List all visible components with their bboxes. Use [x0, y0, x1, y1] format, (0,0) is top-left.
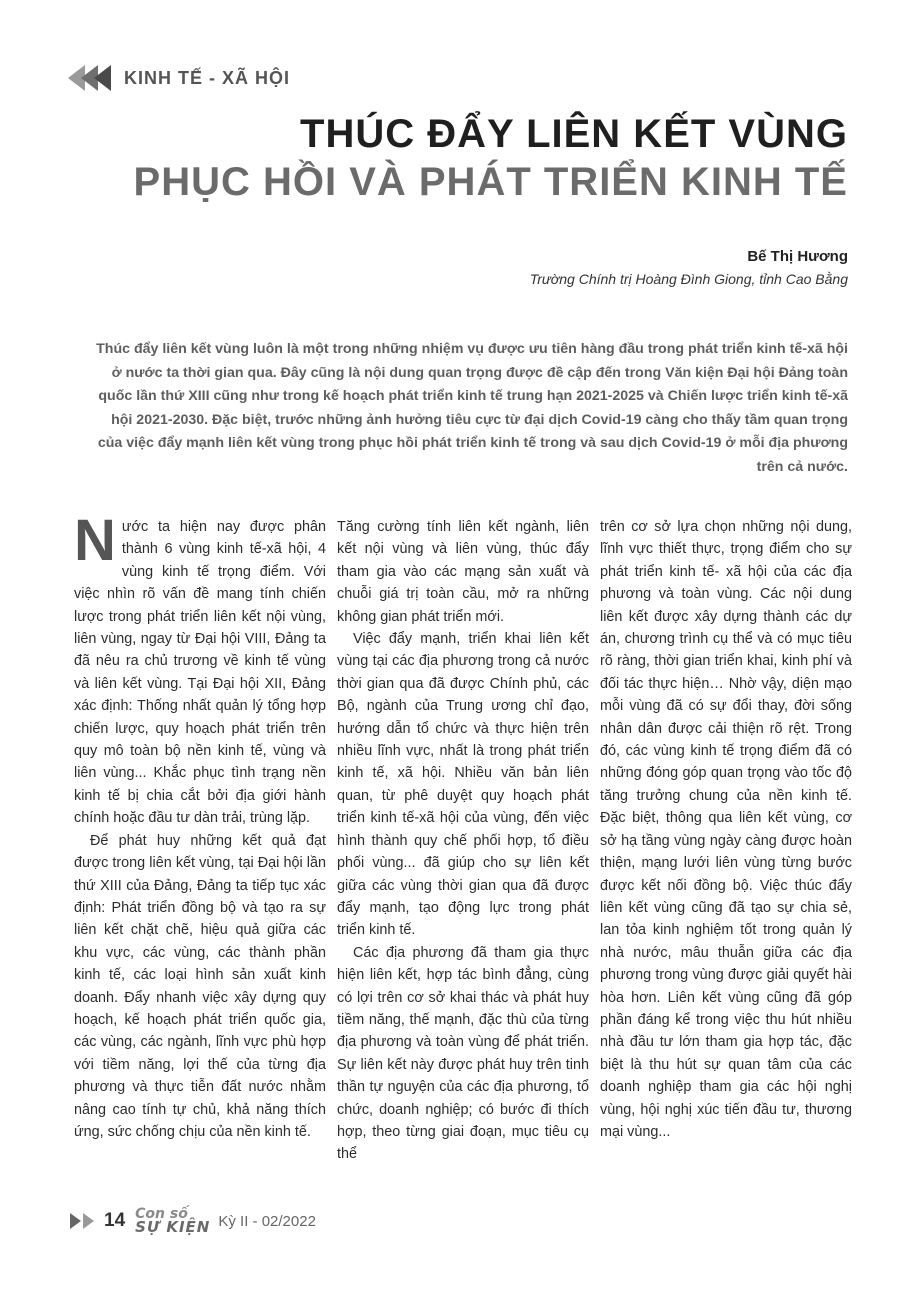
- paragraph: trên cơ sở lựa chọn những nội dung, lĩnh vực thiết thực, trọng điểm cho sự phát triển kinh tế- xã hội của các địa phương và toàn vùng. Các nội dung liên kết được xây dựng thành các dự án, chương trình cụ thể và có mục tiêu rõ ràng, thời gian triển khai, kinh phí và đối tác thực hiện… Nhờ vậy, diện mạo mỗi vùng đã có sự đổi thay, đời sống nhân dân được cải thiện rõ rệt. Trong đó, các vùng kinh tế trọng điểm đã có những đóng góp quan trọng vào tốc độ tăng trưởng chung của nền kinh tế. Đặc biệt, thông qua liên kết vùng, cơ sở hạ tầng vùng ngày càng được hoàn thiện, mạng lưới liên vùng từng bước được kết nối đồng bộ. Việc thúc đẩy liên kết vùng cũng đã tạo sự chia sẻ, lan tỏa kinh nghiệm tốt trong quản lý nhà nước, mâu thuẫn giữa các địa phương trong vùng được giải quyết hài hòa hơn. Liên kết vùng cũng đã góp phần đáng kể trong việc thu hút nhiều nhà đầu tư lớn tham gia hợp tác, đặc biệt là thu hút sự quan tâm của các doanh nghiệp tham gia các hội nghị vùng, hội nghị xúc tiến đầu tư, thương mại vùng...: [600, 519, 852, 1140]
- logo-line2: SỰ KIỆN: [135, 1218, 211, 1236]
- author-name: Bế Thị Hương: [747, 248, 848, 265]
- section-label: KINH TẾ - XÃ HỘI: [124, 67, 291, 88]
- drop-cap: N: [74, 508, 116, 573]
- play-arrow-icon: [83, 1213, 94, 1229]
- paragraph: Việc đẩy mạnh, triển khai liên kết vùng tại các địa phương trong cả nước thời gian qua đã được Chính phủ, các Bộ, ngành của Trung ương chỉ đạo, hướng dẫn tổ chức và thực hiện trên nhiều lĩnh vực, nhất là trong phát triển kinh tế, xã hội. Nhiều văn bản liên quan, từ phê duyệt quy hoạch phát triển kinh tế-xã hội của vùng, đến việc hình thành quy chế phối hợp, tổ điều phối vùng... đã giúp cho sự liên kết giữa các vùng thời gian qua đã được đẩy mạnh, tạo động lực trong phát triển kinh tế.: [337, 631, 589, 939]
- paragraph: Tăng cường tính liên kết ngành, liên kết nội vùng và liên vùng, thúc đẩy tham gia vào các mạng sản xuất và chuỗi giá trị toàn cầu, mở ra những không gian phát triển mới.: [337, 519, 589, 625]
- article-abstract: Thúc đẩy liên kết vùng luôn là một trong những nhiệm vụ được ưu tiên hàng đầu trong phát triển kinh tế-xã hội ở nước ta thời gian qua. Đây cũng là nội dung quan trọng được đề cập đến trong Văn kiện Đại hội Đảng toàn quốc lần thứ XIII cũng như trong kế hoạch phát triển kinh tế trung hạn 2021-2025 và Chiến lược triển kinh tế-xã hội 2021-2030. Đặc biệt, trước những ảnh hưởng tiêu cực từ đại dịch Covid-19 càng cho thấy tầm quan trọng của việc đẩy mạnh liên kết vùng trong phục hồi phát triển kinh tế trong và sau dịch Covid-19 ở mỗi địa phương trên cả nước.: [96, 341, 848, 475]
- page-footer: [70, 1206, 316, 1236]
- paragraph-text: ước ta hiện nay được phân thành 6 vùng kinh tế-xã hội, 4 vùng kinh tế trọng điểm. Với việc nhìn rõ vấn đề mang tính chiến lược trong phát triển liên kết nội vùng, liên vùng, ngay từ Đại hội VIII, Đảng ta đã nêu ra chủ trương về kinh tế vùng và liên kết vùng. Tại Đại hội XII, Đảng xác định: Thống nhất quản lý tổng hợp chiến lược, quy hoạch phát triển trên quy mô toàn bộ nền kinh tế, vùng và liên vùng... Khắc phục tình trạng nền kinh tế bị chia cắt bởi địa giới hành chính hoặc đầu tư dàn trải, trùng lặp.: [74, 519, 326, 827]
- section-header: [68, 64, 290, 92]
- article-title-line2: PHỤC HỒI VÀ PHÁT TRIỂN KINH TẾ: [133, 160, 848, 204]
- chevron-left-icon: [68, 65, 120, 91]
- issue-label: Kỳ II - 02/2022: [218, 1212, 316, 1230]
- article-title-line1: THÚC ĐẨY LIÊN KẾT VÙNG: [300, 112, 848, 156]
- body-column-2: [337, 516, 589, 1166]
- paragraph: Để phát huy những kết quả đạt được trong liên kết vùng, tại Đại hội lần thứ XIII của Đảng, Đảng ta tiếp tục xác định: Phát triển đồng bộ và tạo ra sự liên kết chặt chẽ, hiệu quả giữa các khu vực, các vùng, các thành phần kinh tế, các loại hình sản xuất kinh doanh. Đẩy nhanh việc xây dựng quy hoạch, kế hoạch phát triển quốc gia, các vùng, các ngành, lĩnh vực phù hợp với tiềm năng, lợi thế của từng địa phương và thực tiễn đất nước nhằm nâng cao tính tự chủ, khả năng thích ứng, sức chống chịu của nền kinh tế.: [74, 832, 326, 1140]
- body-column-3: [600, 516, 852, 1143]
- body-column-1: [74, 508, 326, 1143]
- logo-line1: Con số: [135, 1206, 188, 1222]
- magazine-logo: [135, 1208, 210, 1234]
- play-arrow-icon: [70, 1213, 81, 1229]
- page-number: 14: [104, 1210, 126, 1231]
- paragraph: Các địa phương đã tham gia thực hiện liên kết, hợp tác bình đẳng, cùng có lợi trên cơ sở khai thác và phát huy tiềm năng, thế mạnh, đặc thù của từng địa phương và toàn vùng để phát triển. Sự liên kết này được phát huy trên tinh thần tự nguyện của các địa phương, tổ chức, doanh nghiệp; có bước đi thích hợp, theo từng giai đoạn, mục tiêu cụ thể: [337, 944, 589, 1163]
- author-affiliation: Trường Chính trị Hoàng Đình Giong, tỉnh Cao Bằng: [529, 271, 848, 287]
- paragraph: [74, 508, 326, 830]
